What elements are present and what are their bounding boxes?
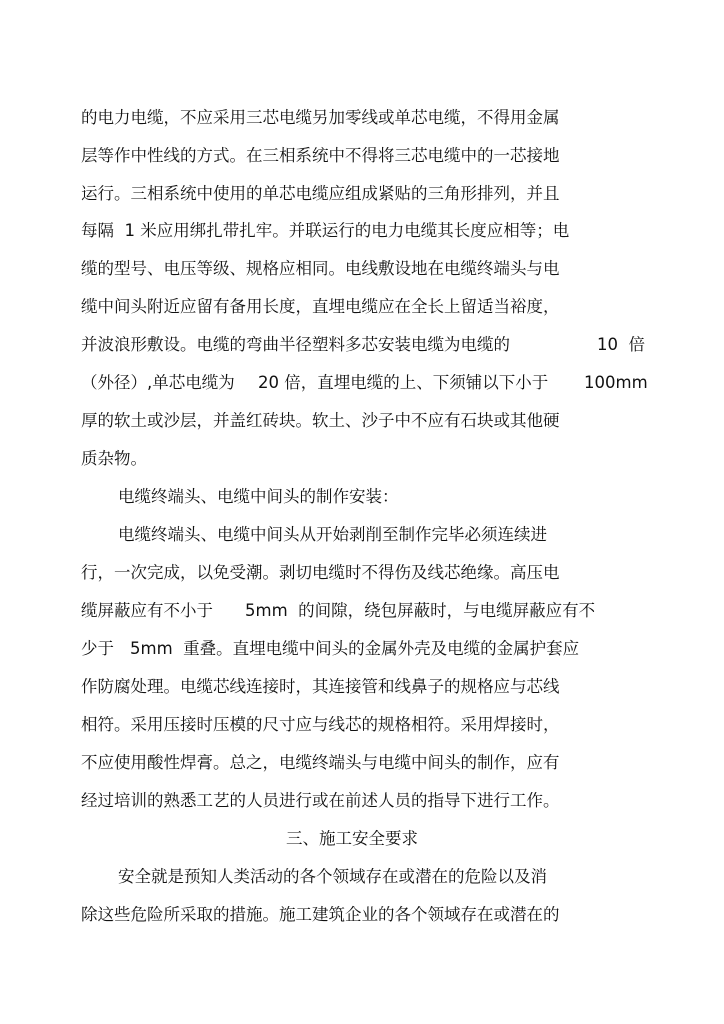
line-text: 质杂物。: [81, 449, 147, 468]
line-text: 安全就是预知人类活动的各个领域存在或潜在的危险以及消: [118, 867, 547, 886]
text-line: [0, 368, 724, 398]
line-text: 5mm 重叠。直埋电缆中间头的金属外壳及电缆的金属护套应: [130, 639, 580, 658]
text-line: [0, 786, 724, 816]
line-text: 除这些危险所采取的措施。施工建筑企业的各个领域存在或潜在的: [81, 905, 560, 924]
text-line: [0, 179, 724, 209]
text-line: [0, 710, 724, 740]
text-line: [0, 141, 724, 171]
line-text: 层等作中性线的方式。在三相系统中不得将三芯电缆中的一芯接地: [81, 146, 560, 165]
line-text: 作防腐处理。电缆芯线连接时，其连接管和线鼻子的规格应与芯线: [81, 677, 560, 696]
line-text: 不应使用酸性焊膏。总之，电缆终端头与电缆中间头的制作，应有: [81, 753, 560, 772]
line-text: 缆中间头附近应留有备用长度，直埋电缆应在全长上留适当裕度，: [81, 297, 560, 316]
text-line: [0, 292, 724, 322]
section-heading: 三、施工安全要求: [286, 829, 418, 848]
text-line: [0, 862, 724, 892]
line-text: 缆屏蔽应有不小于: [81, 601, 213, 620]
text-line: [0, 103, 724, 133]
line-text: 缆的型号、电压等级、规格应相同。电线敷设地在电缆终端头与电: [81, 259, 560, 278]
text-line: [0, 444, 724, 474]
line-text: 少于: [81, 639, 114, 658]
text-line: [0, 596, 724, 626]
text-line: [0, 254, 724, 284]
text-line: [0, 900, 724, 930]
line-text: 运行。三相系统中使用的单芯电缆应组成紧贴的三角形排列，并且: [81, 184, 560, 203]
line-text: 20 倍，直埋电缆的上、下须铺以下小于: [258, 373, 549, 392]
text-line: [0, 634, 724, 664]
text-line: [0, 672, 724, 702]
line-text: 厚的软土或沙层，并盖红砖块。软土、沙子中不应有石块或其他硬: [81, 411, 560, 430]
text-line: [0, 520, 724, 550]
line-text: 的电力电缆，不应采用三芯电缆另加零线或单芯电缆，不得用金属: [81, 108, 560, 127]
line-text: 5mm 的间隙，绕包屏蔽时，与电缆屏蔽应有不: [245, 601, 596, 620]
line-text-value: 100mm: [584, 373, 648, 392]
text-line: [0, 558, 724, 588]
line-text-value: 10 倍: [597, 335, 645, 354]
line-text: 相符。采用压接时压模的尺寸应与线芯的规格相符。采用焊接时，: [81, 715, 560, 734]
subheading: 电缆终端头、电缆中间头的制作安装：: [118, 487, 399, 506]
line-text: 经过培训的熟悉工艺的人员进行或在前述人员的指导下进行工作。: [81, 791, 560, 810]
line-text: （外径）,单芯电缆为: [81, 373, 235, 392]
line-text: 电缆终端头、电缆中间头从开始剥削至制作完毕必须连续进: [118, 525, 547, 544]
line-text: 行，一次完成，以免受潮。剥切电缆时不得伤及线芯绝缘。高压电: [81, 563, 560, 582]
subheading-line: [0, 482, 724, 512]
text-line: [0, 216, 724, 246]
text-line: [0, 330, 724, 360]
line-text: 并波浪形敷设。电缆的弯曲半径塑料多芯安装电缆为电缆的: [81, 335, 510, 354]
text-line: [0, 748, 724, 778]
text-line: [0, 406, 724, 436]
section-heading-line: [0, 824, 724, 854]
line-text: 每隔 1 米应用绑扎带扎牢。并联运行的电力电缆其长度应相等；电: [81, 221, 570, 240]
